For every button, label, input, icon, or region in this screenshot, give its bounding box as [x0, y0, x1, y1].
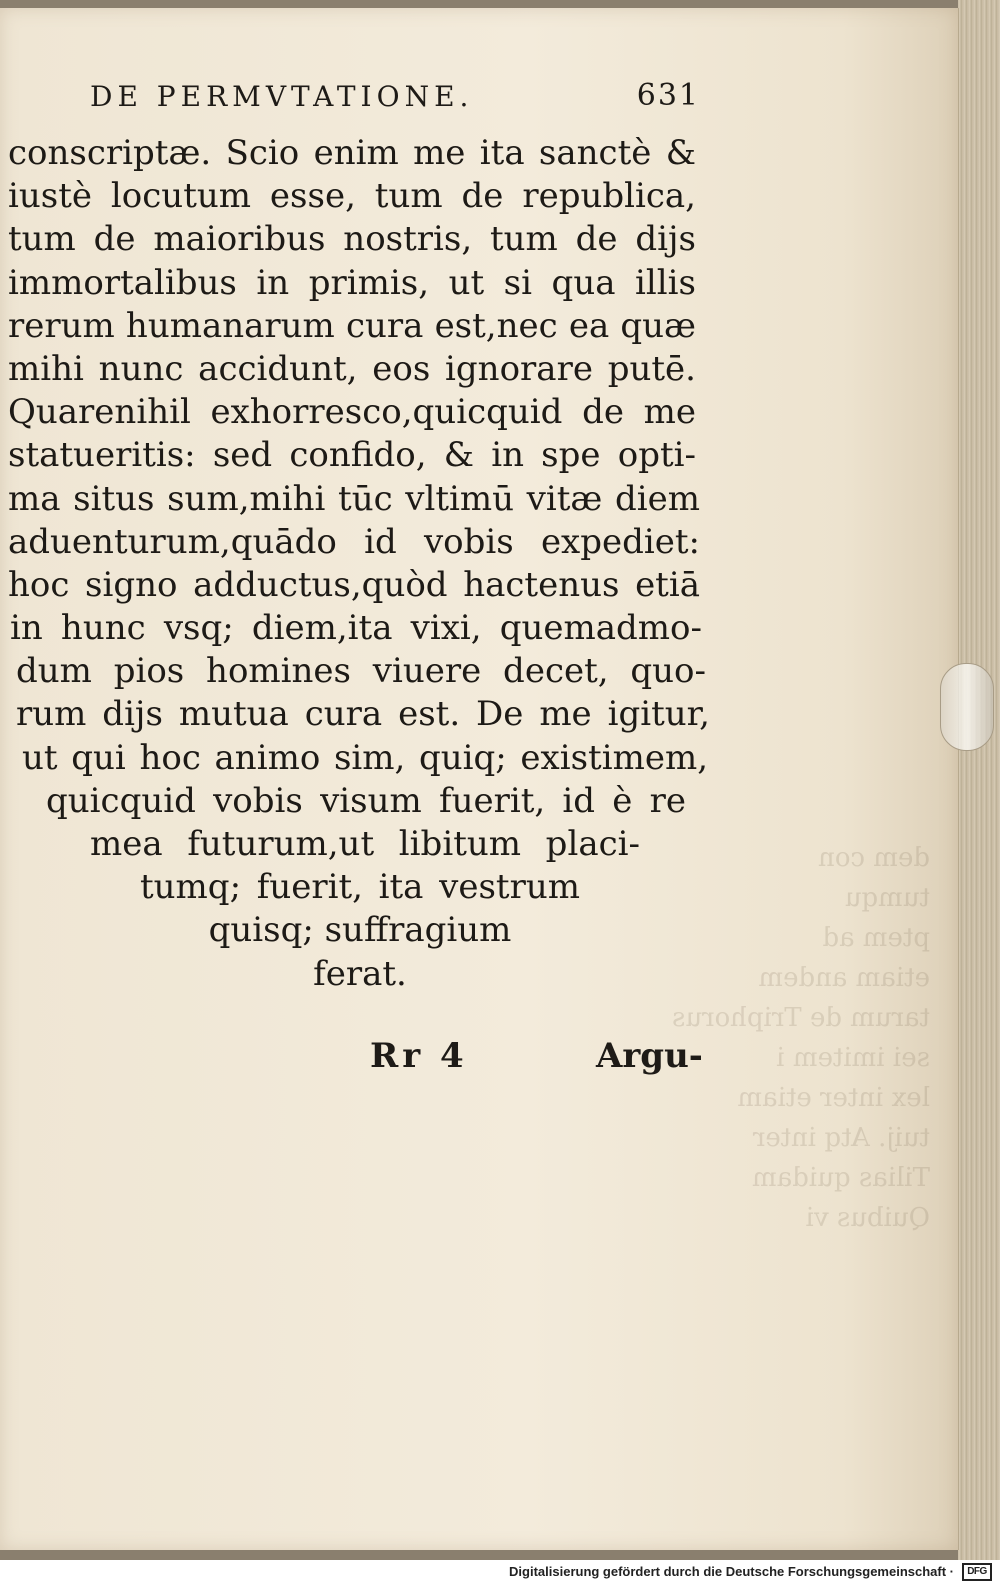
text-line: rum dijs mutua cura est. De me igitur, [16, 694, 710, 735]
text-line: dum pios homines viuere decet, quo- [16, 651, 706, 692]
text-line: ut qui hoc animo sim, quiq; existimem, [22, 737, 708, 778]
text-line: statueritis: sed confido, & in spe opti- [8, 435, 696, 476]
text-line: iustè locutum esse, tum de republica, [8, 176, 696, 217]
text-line: quisq; suffragium [208, 910, 512, 951]
text-line: mea futurum,ut libitum placi- [90, 824, 640, 864]
text-line: Quarenihil exhorresco,quicquid de me [8, 392, 696, 433]
page-footer [0, 1026, 712, 1086]
text-line: ma situs sum,mihi tūc vltimū vitæ diem [8, 478, 700, 519]
text-line: ferat. [313, 953, 407, 994]
text-line: conscriptæ. Scio enim me ita sanctè & [8, 133, 696, 173]
text-line: quicquid vobis visum fuerit, id è re [46, 780, 686, 821]
page-edges [958, 0, 1000, 1560]
text-line: rerum humanarum cura est,nec ea quæ [8, 305, 696, 346]
credit-bar [0, 1560, 1000, 1586]
page-number: 631 [636, 78, 700, 113]
show-through-text: dem con tumqu ptem ad etiam andem tarum de Triphorus sei imitem i lex inter etiam tuij. Atq inter Tilias quidam Quibus vi [672, 843, 930, 1233]
text-line: in hunc vsq; diem,ita vixi, quemadmo- [10, 608, 702, 649]
text-line: tum de maioribus nostris, tum de dijs [8, 219, 696, 260]
text-line: mihi nunc accidunt, eos ignorare putē. [8, 348, 696, 389]
catchword: Argu- [596, 1036, 703, 1076]
body-text [0, 132, 712, 996]
text-line: immortalibus in primis, ut si qua illis [8, 262, 696, 303]
text-line: aduenturum,quādo id vobis expediet: [8, 521, 700, 562]
page-clip [940, 663, 994, 751]
text-line: hoc signo adductus,quòd hactenus etiā [8, 564, 700, 605]
funding-credit: Digitalisierung gefördert durch die Deutsche Forschungsgemeinschaft · [509, 1564, 954, 1579]
text-line: tumq; fuerit, ita vestrum [140, 867, 580, 908]
signature-mark: Rr 4 [370, 1036, 468, 1076]
book-page [0, 8, 959, 1550]
dfg-logo: DFG [962, 1563, 992, 1581]
running-head: DE PERMVTATIONE. [90, 80, 474, 113]
page-header [90, 74, 700, 124]
